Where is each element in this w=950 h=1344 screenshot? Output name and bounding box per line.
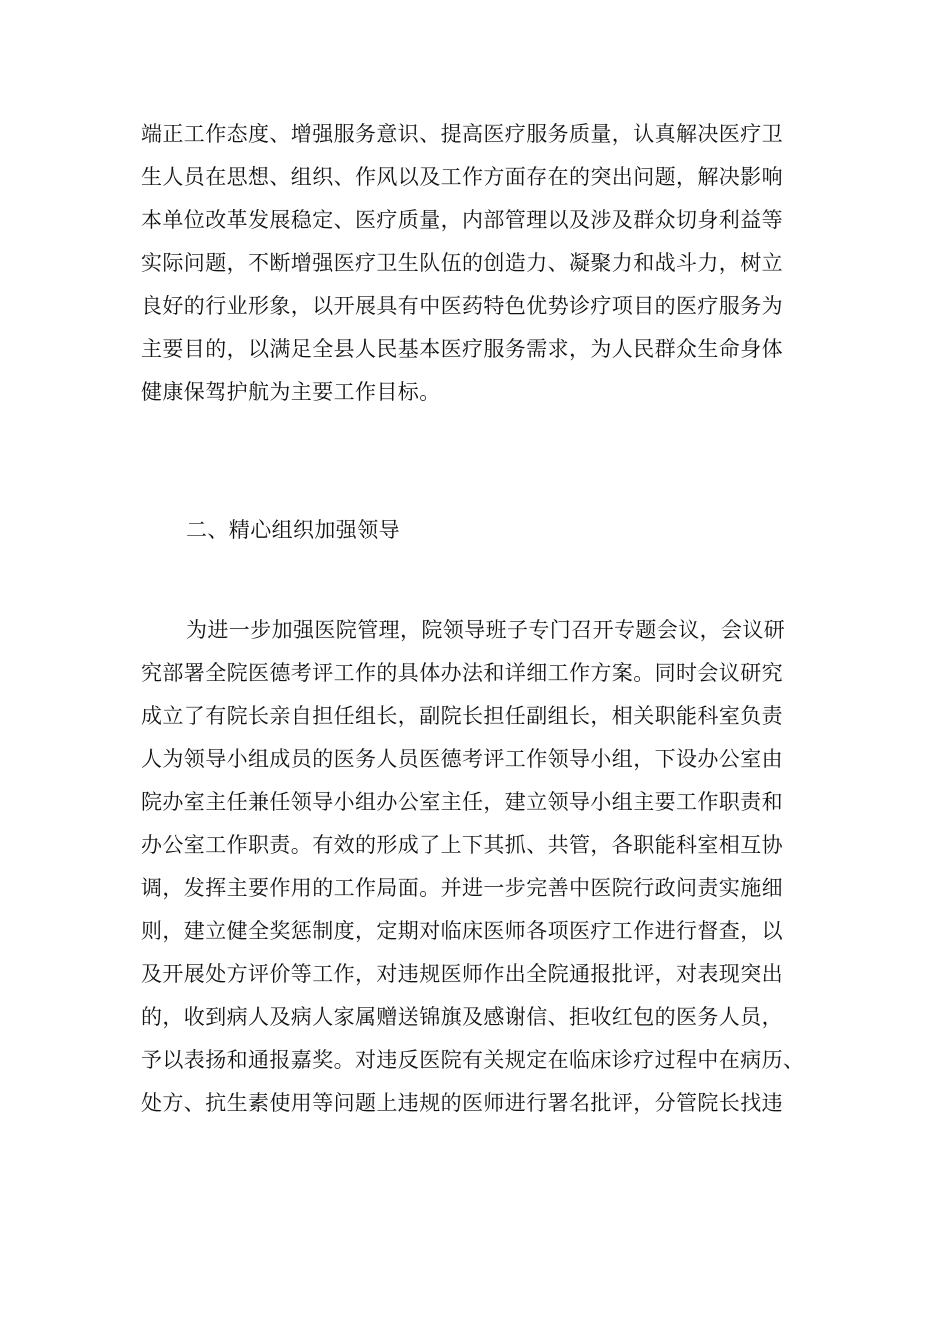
- text-line: 的，收到病人及病人家属赠送锦旗及感谢信、拒收红包的医务人员，: [141, 1005, 783, 1029]
- text-line: 处方、抗生素使用等问题上违规的医师进行署名批评，分管院长找违: [141, 1091, 783, 1115]
- text-line: 人为领导小组成员的医务人员医德考评工作领导小组，下设办公室由: [141, 747, 783, 771]
- text-line: 主要目的，以满足全县人民基本医疗服务需求，为人民群众生命身体: [141, 337, 783, 361]
- text-line: 及开展处方评价等工作，对违规医师作出全院通报批评，对表现突出: [141, 962, 783, 986]
- text-line: 则，建立健全奖惩制度，定期对临床医师各项医疗工作进行督查，以: [141, 919, 783, 943]
- text-line: 生人员在思想、组织、作风以及工作方面存在的突出问题，解决影响: [141, 165, 783, 189]
- paragraph-leadership: [141, 609, 841, 1125]
- text-line: 究部署全院医德考评工作的具体办法和详细工作方案。同时会议研究: [141, 661, 783, 685]
- text-line: 院办室主任兼任领导小组办公室主任，建立领导小组主要工作职责和: [141, 790, 783, 814]
- text-line: 办公室工作职责。有效的形成了上下其抓、共管，各职能科室相互协: [141, 833, 783, 857]
- paragraph-work-goals: [141, 113, 841, 414]
- text-line: 成立了有院长亲自担任组长，副院长担任副组长，相关职能科室负责: [141, 704, 783, 728]
- section-heading: [186, 509, 886, 552]
- text-line: 健康保驾护航为主要工作目标。: [141, 380, 441, 404]
- text-line: 良好的行业形象，以开展具有中医药特色优势诊疗项目的医疗服务为: [141, 294, 783, 318]
- section-heading-text: 二、精心组织加强领导: [186, 518, 400, 542]
- text-line: 本单位改革发展稳定、医疗质量，内部管理以及涉及群众切身利益等: [141, 208, 783, 232]
- text-line: 为进一步加强医院管理，院领导班子专门召开专题会议，会议研: [186, 618, 786, 642]
- text-line: 予以表扬和通报嘉奖。对违反医院有关规定在临床诊疗过程中在病历、: [141, 1048, 805, 1072]
- text-line: 调，发挥主要作用的工作局面。并进一步完善中医院行政问责实施细: [141, 876, 783, 900]
- text-line: 实际问题，不断增强医疗卫生队伍的创造力、凝聚力和战斗力，树立: [141, 251, 783, 275]
- text-line: 端正工作态度、增强服务意识、提高医疗服务质量，认真解决医疗卫: [141, 122, 783, 146]
